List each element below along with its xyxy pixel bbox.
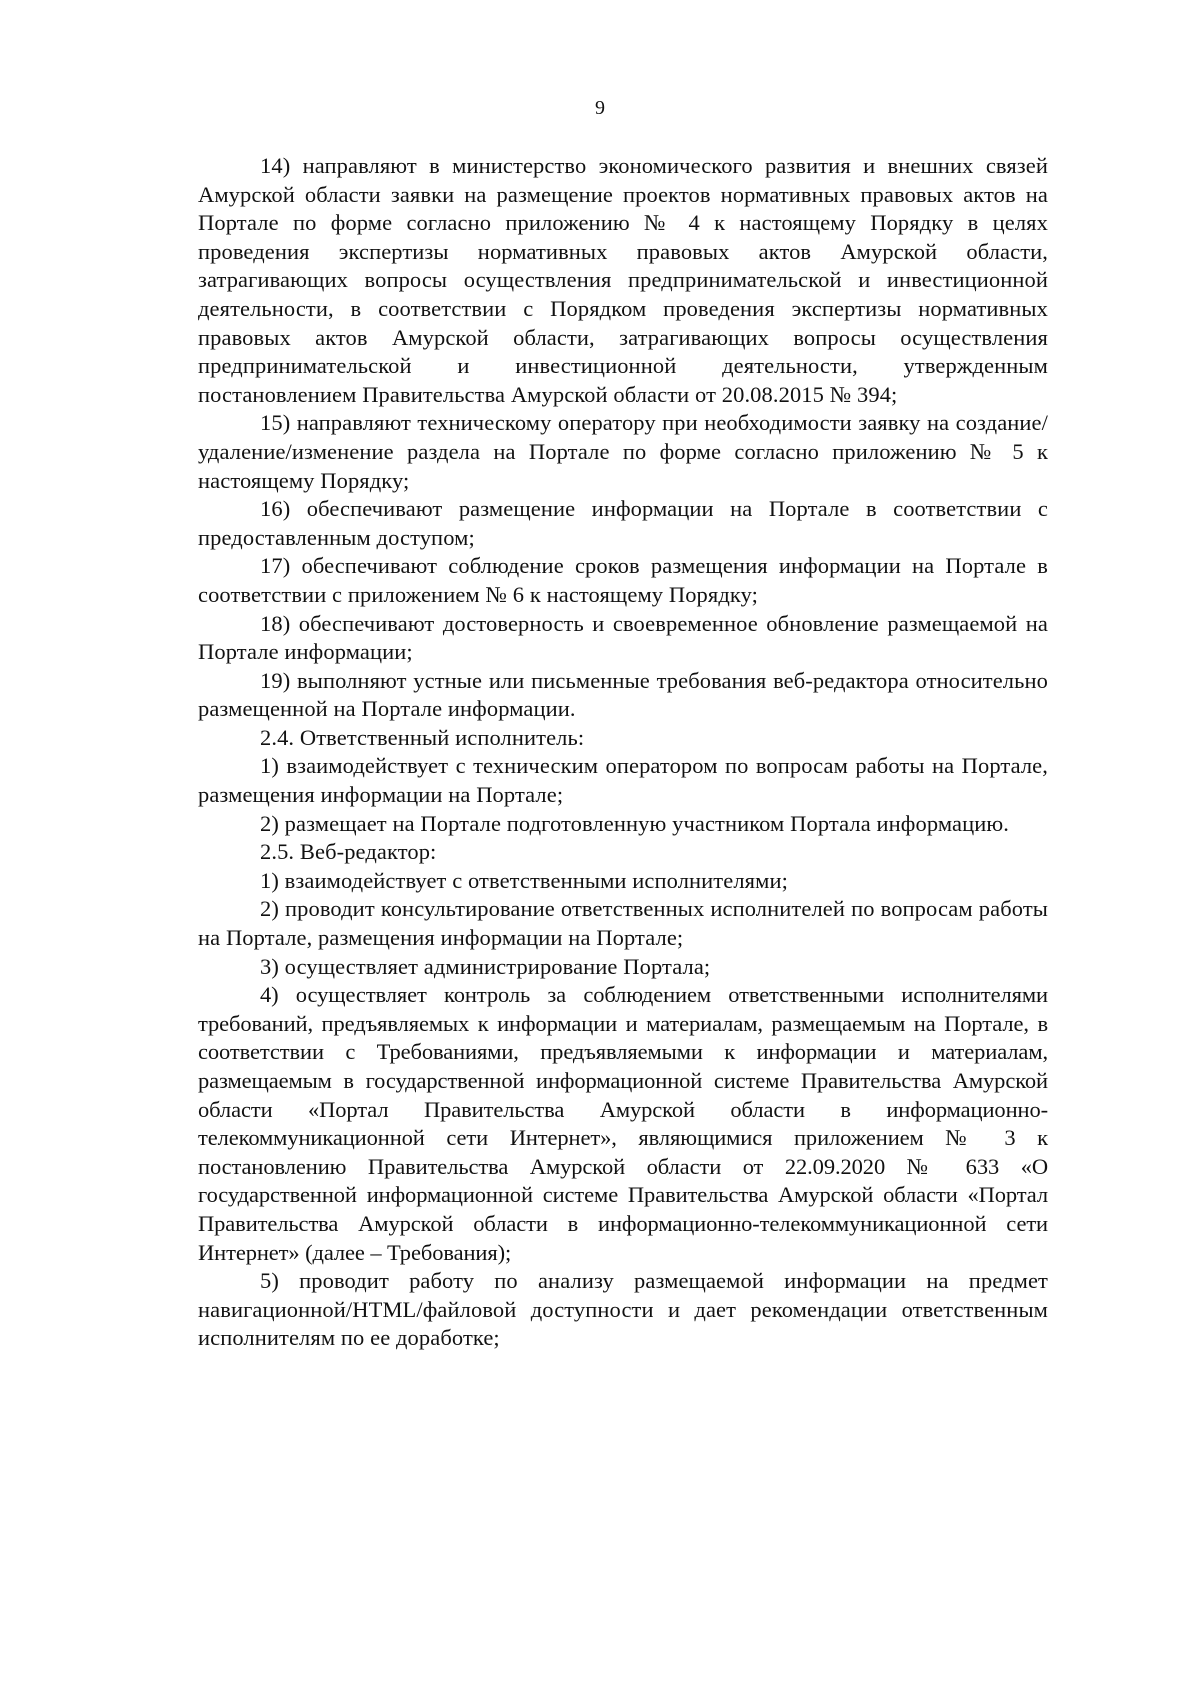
section-heading-2-4: 2.4. Ответственный исполнитель: bbox=[260, 724, 585, 750]
paragraph-item-15: 15) направляют техническому оператору при необходимости заявку на создание/удаление/изменение раздела на Портале по форме согласно приложению № 5 к настоящему Порядку; bbox=[198, 410, 1048, 493]
paragraph-2-4-item-2: 2) размещает на Портале подготовленную участником Портала информацию. bbox=[260, 810, 1010, 836]
document-body bbox=[198, 152, 1048, 1353]
paragraph-2-5-item-2: 2) проводит консультирование ответственных исполнителей по вопросам работы на Портале, размещения информации на Портале; bbox=[198, 896, 1048, 951]
paragraph-2-4-item-1: 1) взаимодействует с техническим оператором по вопросам работы на Портале, размещения информации на Портале; bbox=[198, 753, 1048, 808]
paragraph-item-17: 17) обеспечивают соблюдение сроков размещения информации на Портале в соответствии с приложением № 6 к настоящему Порядку; bbox=[198, 553, 1048, 607]
paragraph-item-16: 16) обеспечивают размещение информации на Портале в соответствии с предоставленным доступом; bbox=[198, 496, 1048, 550]
section-heading-2-5: 2.5. Веб-редактор: bbox=[260, 839, 437, 865]
paragraph-item-18: 18) обеспечивают достоверность и своевременное обновление размещаемой на Портале информации; bbox=[198, 610, 1048, 665]
paragraph-item-19: 19) выполняют устные или письменные требования веб-редактора относительно размещенной на Портале информации. bbox=[198, 667, 1048, 722]
page-number: 9 bbox=[595, 97, 605, 119]
paragraph-2-5-item-5: 5) проводит работу по анализу размещаемой информации на предмет навигационной/HTML/файловой доступности и дает рекомендации ответственным исполнителям по ее доработке; bbox=[198, 1268, 1048, 1351]
paragraph-2-5-item-1: 1) взаимодействует с ответственными исполнителями; bbox=[260, 867, 788, 893]
paragraph-2-5-item-3: 3) осуществляет администрирование Портала; bbox=[260, 953, 711, 979]
paragraph-item-14: 14) направляют в министерство экономического развития и внешних связей Амурской области заявки на размещение проектов нормативных правовых актов на Портале по форме согласно приложению № 4 к настоящему Порядку в целях проведения экспертизы нормативных правовых актов Амурской области, затрагивающих вопросы осуществления предпринимательской и инвестиционной деятельности, в соответствии с Порядком проведения экспертизы нормативных правовых актов Амурской области, затрагивающих вопросы осуществления предпринимательской и инвестиционной деятельности, утвержденным постановлением Правительства Амурской области от 20.08.2015 № 394; bbox=[198, 153, 1048, 407]
paragraph-2-5-item-4: 4) осуществляет контроль за соблюдением ответственными исполнителями требований, предъявляемых к информации и материалам, размещаемым на Портале, в соответствии с Требованиями, предъявляемыми к информации и материалам, размещаемым в государственной информационной системе Правительства Амурской области «Портал Правительства Амурской области в информационно-телекоммуникационной сети Интернет», являющимися приложением № 3 к постановлению Правительства Амурской области от 22.09.2020 № 633 «О государственной информационной системе Правительства Амурской области «Портал Правительства Амурской области в информационно-телекоммуникационной сети Интернет» (далее – Требования); bbox=[198, 982, 1048, 1265]
